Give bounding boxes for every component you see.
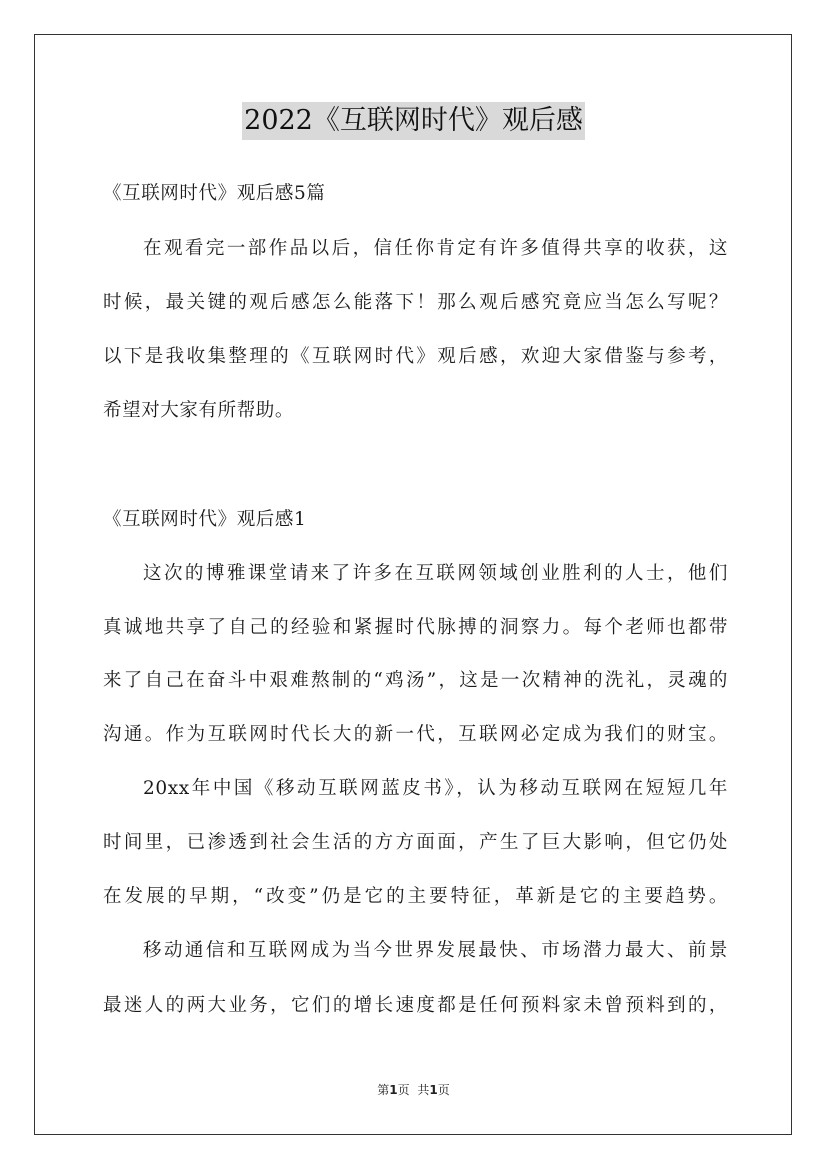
footer-page-number: 1 — [389, 1083, 398, 1097]
paragraph3-line-1: 移动通信和互联网成为当今世界发展最快、市场潜力最大、前景 — [143, 940, 728, 961]
section-heading: 《互联网时代》观后感1 — [103, 509, 307, 530]
page-footer — [0, 1082, 827, 1098]
paragraph3-line-2: 最迷人的两大业务，它们的增长速度都是任何预料家未曾预料到的， — [103, 995, 728, 1016]
paragraph1-line-3: 来了自己在奋斗中艰难熬制的“鸡汤”，这是一次精神的洗礼，灵魂的 — [103, 670, 728, 691]
paragraph2-line-2: 时间里，已渗透到社会生活的方方面面，产生了巨大影响，但它仍处 — [103, 832, 728, 853]
footer-total-prefix: 共 — [417, 1083, 430, 1097]
paragraph2-line-1: 20xx年中国《移动互联网蓝皮书》，认为移动互联网在短短几年 — [143, 778, 728, 799]
title-container — [0, 102, 827, 140]
document-subtitle: 《互联网时代》观后感5篇 — [103, 183, 326, 204]
intro-line-3: 以下是我收集整理的《互联网时代》观后感，欢迎大家借鉴与参考， — [103, 346, 728, 367]
footer-total-number: 1 — [429, 1083, 438, 1097]
footer-page-prefix: 第 — [377, 1083, 390, 1097]
paragraph1-line-1: 这次的博雅课堂请来了许多在互联网领域创业胜利的人士，他们 — [143, 563, 728, 584]
document-title: 2022《互联网时代》观后感 — [242, 102, 585, 140]
intro-line-4: 希望对大家有所帮助。 — [103, 400, 295, 421]
paragraph2-line-3: 在发展的早期，“改变”仍是它的主要特征，革新是它的主要趋势。 — [103, 886, 728, 907]
paragraph1-line-4: 沟通。作为互联网时代长大的新一代，互联网必定成为我们的财宝。 — [103, 724, 728, 745]
footer-total-suffix: 页 — [437, 1083, 450, 1097]
paragraph1-line-2: 真诚地共享了自己的经验和紧握时代脉搏的洞察力。每个老师也都带 — [103, 617, 728, 638]
intro-line-2: 时候，最关键的观后感怎么能落下！那么观后感究竟应当怎么写呢？ — [103, 292, 728, 313]
intro-line-1: 在观看完一部作品以后，信任你肯定有许多值得共享的收获，这 — [143, 238, 728, 259]
footer-page-suffix: 页 — [397, 1083, 410, 1097]
